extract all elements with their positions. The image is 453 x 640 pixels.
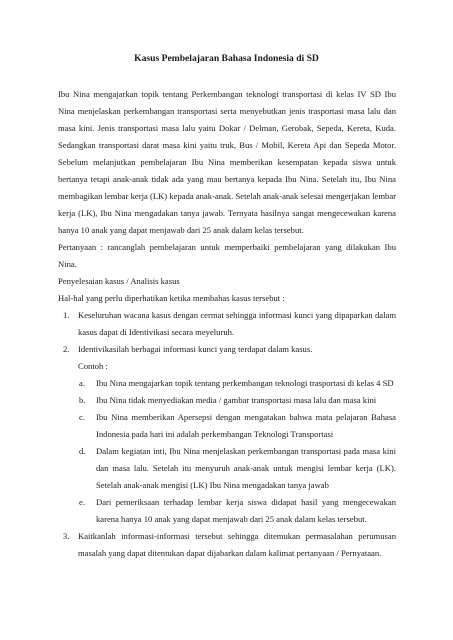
step-item	[58, 528, 396, 562]
example-text: Ibu Nina memberikan Apersepsi dengan mengatakan bahwa mata pelajaran Bahasa Indonesia pada hari ini adalah perkembangan Teknologi Transportasi	[96, 412, 396, 439]
document-title: Kasus Pembelajaran Bahasa Indonesia di SD	[134, 53, 319, 64]
example-item	[58, 443, 396, 494]
question-paragraph: Pertanyaan : rancanglah pembelajaran untuk memperbaiki pembelajaran yang dilakukan Ibu Nina.	[58, 242, 396, 269]
example-marker: e.	[79, 497, 85, 507]
example-label: Contoh :	[78, 361, 108, 371]
example-marker: a.	[79, 378, 85, 388]
example-item	[58, 392, 396, 409]
step-marker: 3.	[63, 531, 70, 541]
step-text: Keseluruhan wacana kasus dengan cermat sehingga informasi kunci yang dipaparkan dalam kasus dapat di Identivikasi secara meyeluruh.	[78, 310, 396, 337]
example-item	[58, 375, 396, 392]
example-item	[58, 494, 396, 528]
step-marker: 2.	[63, 344, 70, 354]
example-text: Dari pemeriksaan terhadap lembar kerja siswa didapat hasil yang mengecewakan karena hanya 10 anak yang dapat menjawab dari 25 anak dalam kelas tersebut.	[96, 497, 396, 524]
example-marker: d.	[79, 446, 86, 456]
document-body	[58, 86, 396, 562]
example-text: Ibu Nina mengajarkan topik tentang perkembangan teknologi trasportasi di kelas 4 SD	[96, 378, 394, 388]
step-text: Kaitkanlah informasi-informasi tersebut sehingga ditemukan permasalahan perumusan masalah yang dapat ditentukan dapat dijabarkan dalam kalimat pertanyaan / Pernyataan.	[78, 531, 396, 558]
example-text: Dalam kegiatan inti, Ibu Nina menjelaskan perkembangan transportasi pada masa kini dan masa lalu. Setelah itu menyuruh anak-anak untuk mengisi lembar kerja (LK). Setelah anak-anak mengisi (LK) Ibu Nina mengadakan tanya jawab	[96, 446, 396, 490]
case-paragraph: Ibu Nina mengajarkan topik tentang Perkembangan teknologi transportasi di kelas IV SD Ibu Nina menjelaskan perkembangan transportasi serta menyebutkan jenis trasportasi masa lalu dan masa kini. Jenis transportasi masa lalu yaitu Dokar / Delman, Gerobak, Sepeda, Kereta, Kuda. Sedangkan transportasi darat masa kini yaitu truk, Bus / Mobil, Kereta Api dan Sepeda Motor. Sebelum melanjutkan pembelajaran Ibu Nina memberikan kesempatan kepada siswa untuk bertanya tetapi anak-anak tidak ada yang mau bertanya kepada Ibu Nina. Setelah itu, Ibu Nina membagikan lembar kerja (LK) kepada anak-anak. Setelah anak-anak selesai mengerjakan lembar kerja (LK), Ibu Nina mengadakan tanya jawab. Ternyata hasilnya sangat mengecewakan karena hanya 10 anak yang dapat menjawab dari 25 anak dalam kelas tersebut.	[58, 89, 396, 235]
solution-heading: Penyelesaian kasus / Analisis kasus	[58, 276, 180, 286]
step-marker: 1.	[63, 310, 70, 320]
step-item	[58, 307, 396, 341]
example-item	[58, 409, 396, 443]
example-marker: c.	[79, 412, 85, 422]
step-text: Identivikasilah berbagai informasi kunci yang terdapat dalam kasus.	[78, 344, 313, 354]
example-text: Ibu Nina tidak menyediakan media / gambar transportasi masa lalu dan masa kini	[96, 395, 377, 405]
step-item	[58, 341, 396, 358]
intro-line: Hal-hal yang perlu diperhatikan ketika membahas kasus tersebut :	[58, 293, 285, 303]
example-marker: b.	[79, 395, 86, 405]
